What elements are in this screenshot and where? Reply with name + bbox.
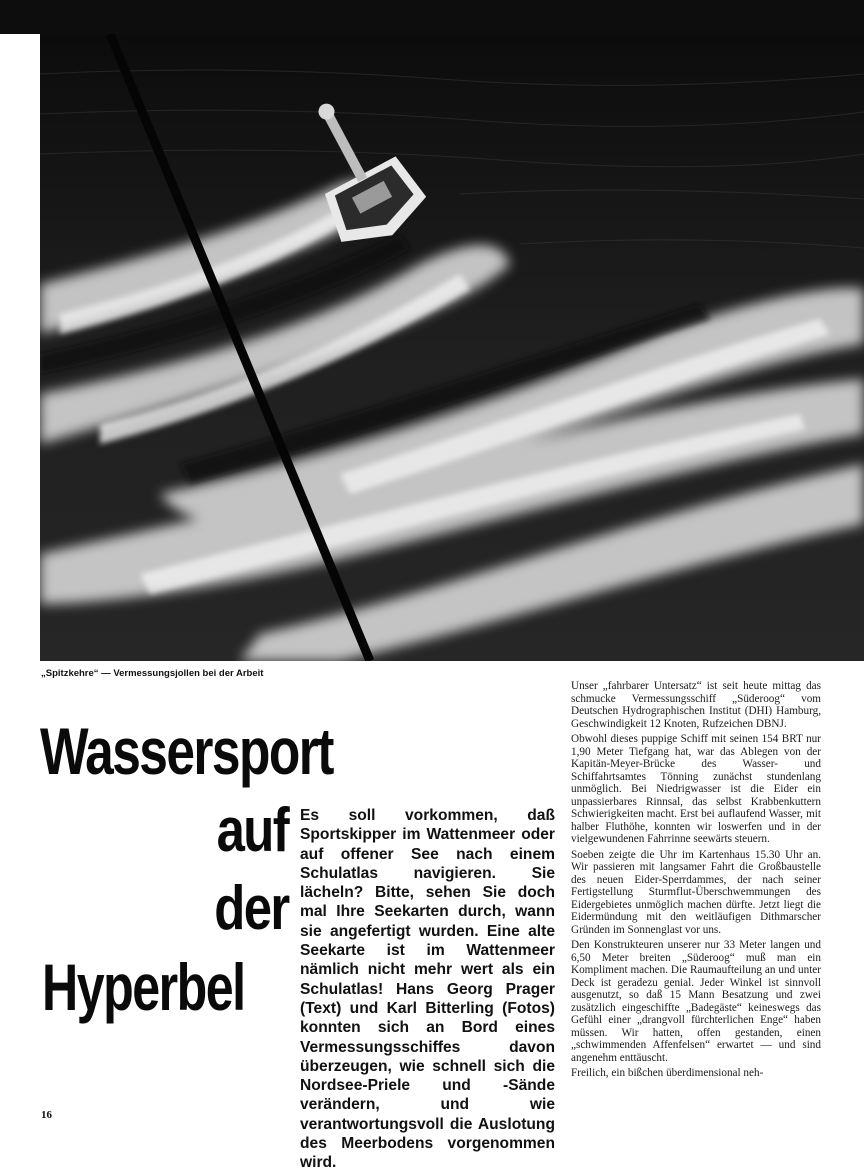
photo-caption: „Spitzkehre“ — Vermessungsjollen bei der Arbeit <box>41 668 264 679</box>
page-number: 16 <box>41 1109 52 1121</box>
speedboat-wake-aerial-photo <box>40 34 864 661</box>
lead-paragraph: Es soll vorkommen, daß Sportskipper im Wattenmeer oder auf offener See nach einem Schulatlas navigieren. Sie lächeln? Bitte, sehen Sie doch mal Ihre Seekarten durch, wann sie angefertigt wurden. Eine alte Seekarte ist im Wattenmeer nämlich nicht mehr wert als ein Schulatlas! Hans Georg Prager (Text) und Karl Bitterling (Fotos) konnten sich an Bord eines Vermessungsschiffes davon überzeugen, wie schnell sich die Nordsee-Priele und -Sände verändern, und wie verantwortungsvoll die Auslotung des Meerbodens vorgenommen wird. <box>300 807 555 1172</box>
body-paragraph: Obwohl dieses puppige Schiff mit seinen 154 BRT nur 1,90 Meter Tiefgang hat, war das Ablegen von der Kapitän-Meyer-Brücke des Wasser- und Schiffahrtsamtes Tönning zunächst stundenlang unmöglich. Bei Niedrigwasser ist die Eider ein unpassierbares Rinnsal, das selbst Krabbenkuttern Schwierigkeiten macht. Erst bei auflaufend Wasser, mit halber Fluthöhe, konnten wir loswerfen und in der vielgewundenen Fahrrinne seewärts steuern. <box>571 733 821 845</box>
headline-line-3: der <box>213 874 288 943</box>
headline-line-4: Hyperbel <box>42 950 245 1024</box>
body-paragraph: Freilich, ein bißchen überdimensional neh- <box>571 1067 764 1079</box>
body-text-column <box>571 680 821 1083</box>
body-paragraph: Unser „fahrbarer Untersatz“ ist seit heute mittag das schmucke Vermessungsschiff „Süderoog“ vom Deutschen Hydrographischen Institut (DHI) Hamburg, Geschwindigkeit 12 Knoten, Rufzeichen DBNJ. <box>571 680 821 730</box>
headline-line-1: Wassersport <box>40 714 333 788</box>
top-black-bar <box>0 0 864 34</box>
body-paragraph: Den Konstrukteuren unserer nur 33 Meter langen und 6,50 Meter breiten „Süderoog“ muß man ein Kompliment machen. Die Raumaufteilung an und unter Deck ist geradezu genial. Jeder Winkel ist sinnvoll ausgenutzt, so daß 15 Mann Besatzung und zwei zusätzlich eingeschiffte „Badegäste“ keineswegs das Gefühl einer „drangvoll fürchterlichen Enge“ haben müssen. Wir hatten, offen gestanden, einen „schwimmenden Affenfelsen“ erwartet — und sind angenehm enttäuscht. <box>571 939 821 1064</box>
headline-line-2: auf <box>216 796 288 865</box>
body-paragraph: Soeben zeigte die Uhr im Kartenhaus 15.30 Uhr an. Wir passieren mit langsamer Fahrt die Großbaustelle des neuen Eider-Sperrdammes, der nach seiner Fertigstellung Sturmflut-Überschwemmungen des Eidergebietes unmöglich machen dürfte. Jetzt liegt die Eidermündung mit den weitläufigen Dithmarscher Gründen im Sonnenglast vor uns. <box>571 848 821 936</box>
